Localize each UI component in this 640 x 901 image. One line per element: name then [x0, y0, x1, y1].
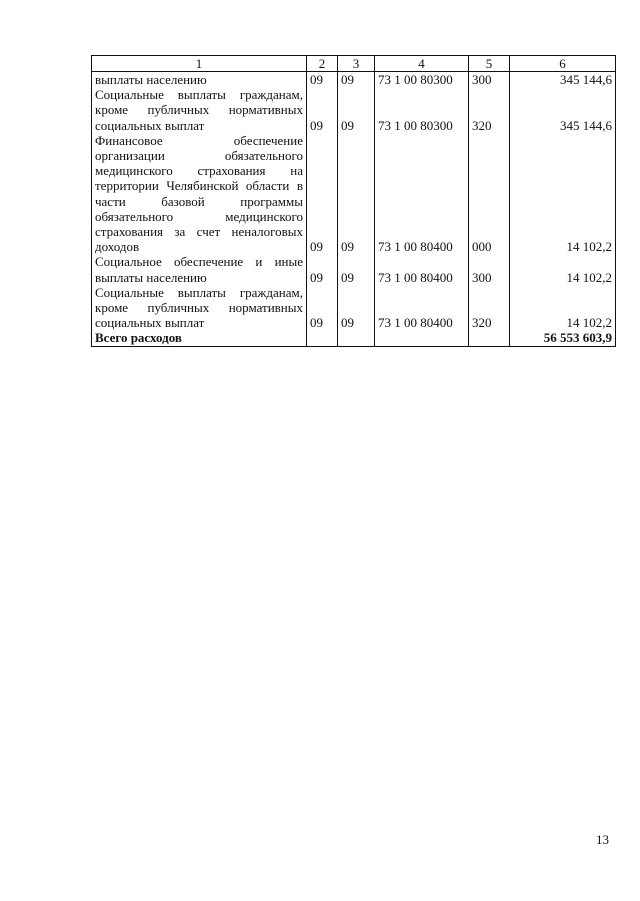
row-name: Социальные выплаты гражданам, кроме публичных нормативных социальных выплат	[92, 285, 307, 331]
row-amount: 14 102,2	[510, 285, 616, 331]
table-header-row	[92, 56, 616, 72]
table-row	[92, 133, 616, 255]
row-subsection: 09	[338, 285, 375, 331]
row-amount: 14 102,2	[510, 133, 616, 255]
row-target-code: 73 1 00 80400	[375, 254, 469, 284]
expenditure-table	[91, 55, 616, 347]
column-header-1: 1	[92, 56, 307, 72]
total-empty-cell	[338, 330, 375, 346]
row-target-code: 73 1 00 80300	[375, 72, 469, 88]
row-amount: 14 102,2	[510, 254, 616, 284]
row-section: 09	[307, 285, 338, 331]
column-header-2: 2	[307, 56, 338, 72]
row-target-code: 73 1 00 80300	[375, 87, 469, 133]
total-empty-cell	[375, 330, 469, 346]
row-amount: 345 144,6	[510, 87, 616, 133]
column-header-6: 6	[510, 56, 616, 72]
table-row	[92, 285, 616, 331]
row-section: 09	[307, 72, 338, 88]
column-header-3: 3	[338, 56, 375, 72]
row-section: 09	[307, 254, 338, 284]
total-row	[92, 330, 616, 346]
total-amount: 56 553 603,9	[510, 330, 616, 346]
row-expense-type: 320	[469, 285, 510, 331]
row-subsection: 09	[338, 254, 375, 284]
column-header-5: 5	[469, 56, 510, 72]
total-label: Всего расходов	[92, 330, 307, 346]
row-section: 09	[307, 87, 338, 133]
row-amount: 345 144,6	[510, 72, 616, 88]
page-number: 13	[596, 832, 609, 847]
row-subsection: 09	[338, 87, 375, 133]
row-name: Социальное обеспечение и иные выплаты населению	[92, 254, 307, 284]
row-name: Финансовое обеспечение организации обязательного медицинского страхования на территории Челябинской области в части базовой программы обязательного медицинского страхования за счет неналоговых доходов	[92, 133, 307, 255]
row-expense-type: 320	[469, 87, 510, 133]
row-name: Социальные выплаты гражданам, кроме публичных нормативных социальных выплат	[92, 87, 307, 133]
row-subsection: 09	[338, 133, 375, 255]
row-target-code: 73 1 00 80400	[375, 133, 469, 255]
row-expense-type: 300	[469, 72, 510, 88]
row-subsection: 09	[338, 72, 375, 88]
table-row	[92, 87, 616, 133]
column-header-4: 4	[375, 56, 469, 72]
total-empty-cell	[469, 330, 510, 346]
table-row	[92, 72, 616, 88]
total-empty-cell	[307, 330, 338, 346]
table-row	[92, 254, 616, 284]
row-expense-type: 000	[469, 133, 510, 255]
row-target-code: 73 1 00 80400	[375, 285, 469, 331]
row-expense-type: 300	[469, 254, 510, 284]
row-name: выплаты населению	[92, 72, 307, 88]
row-section: 09	[307, 133, 338, 255]
